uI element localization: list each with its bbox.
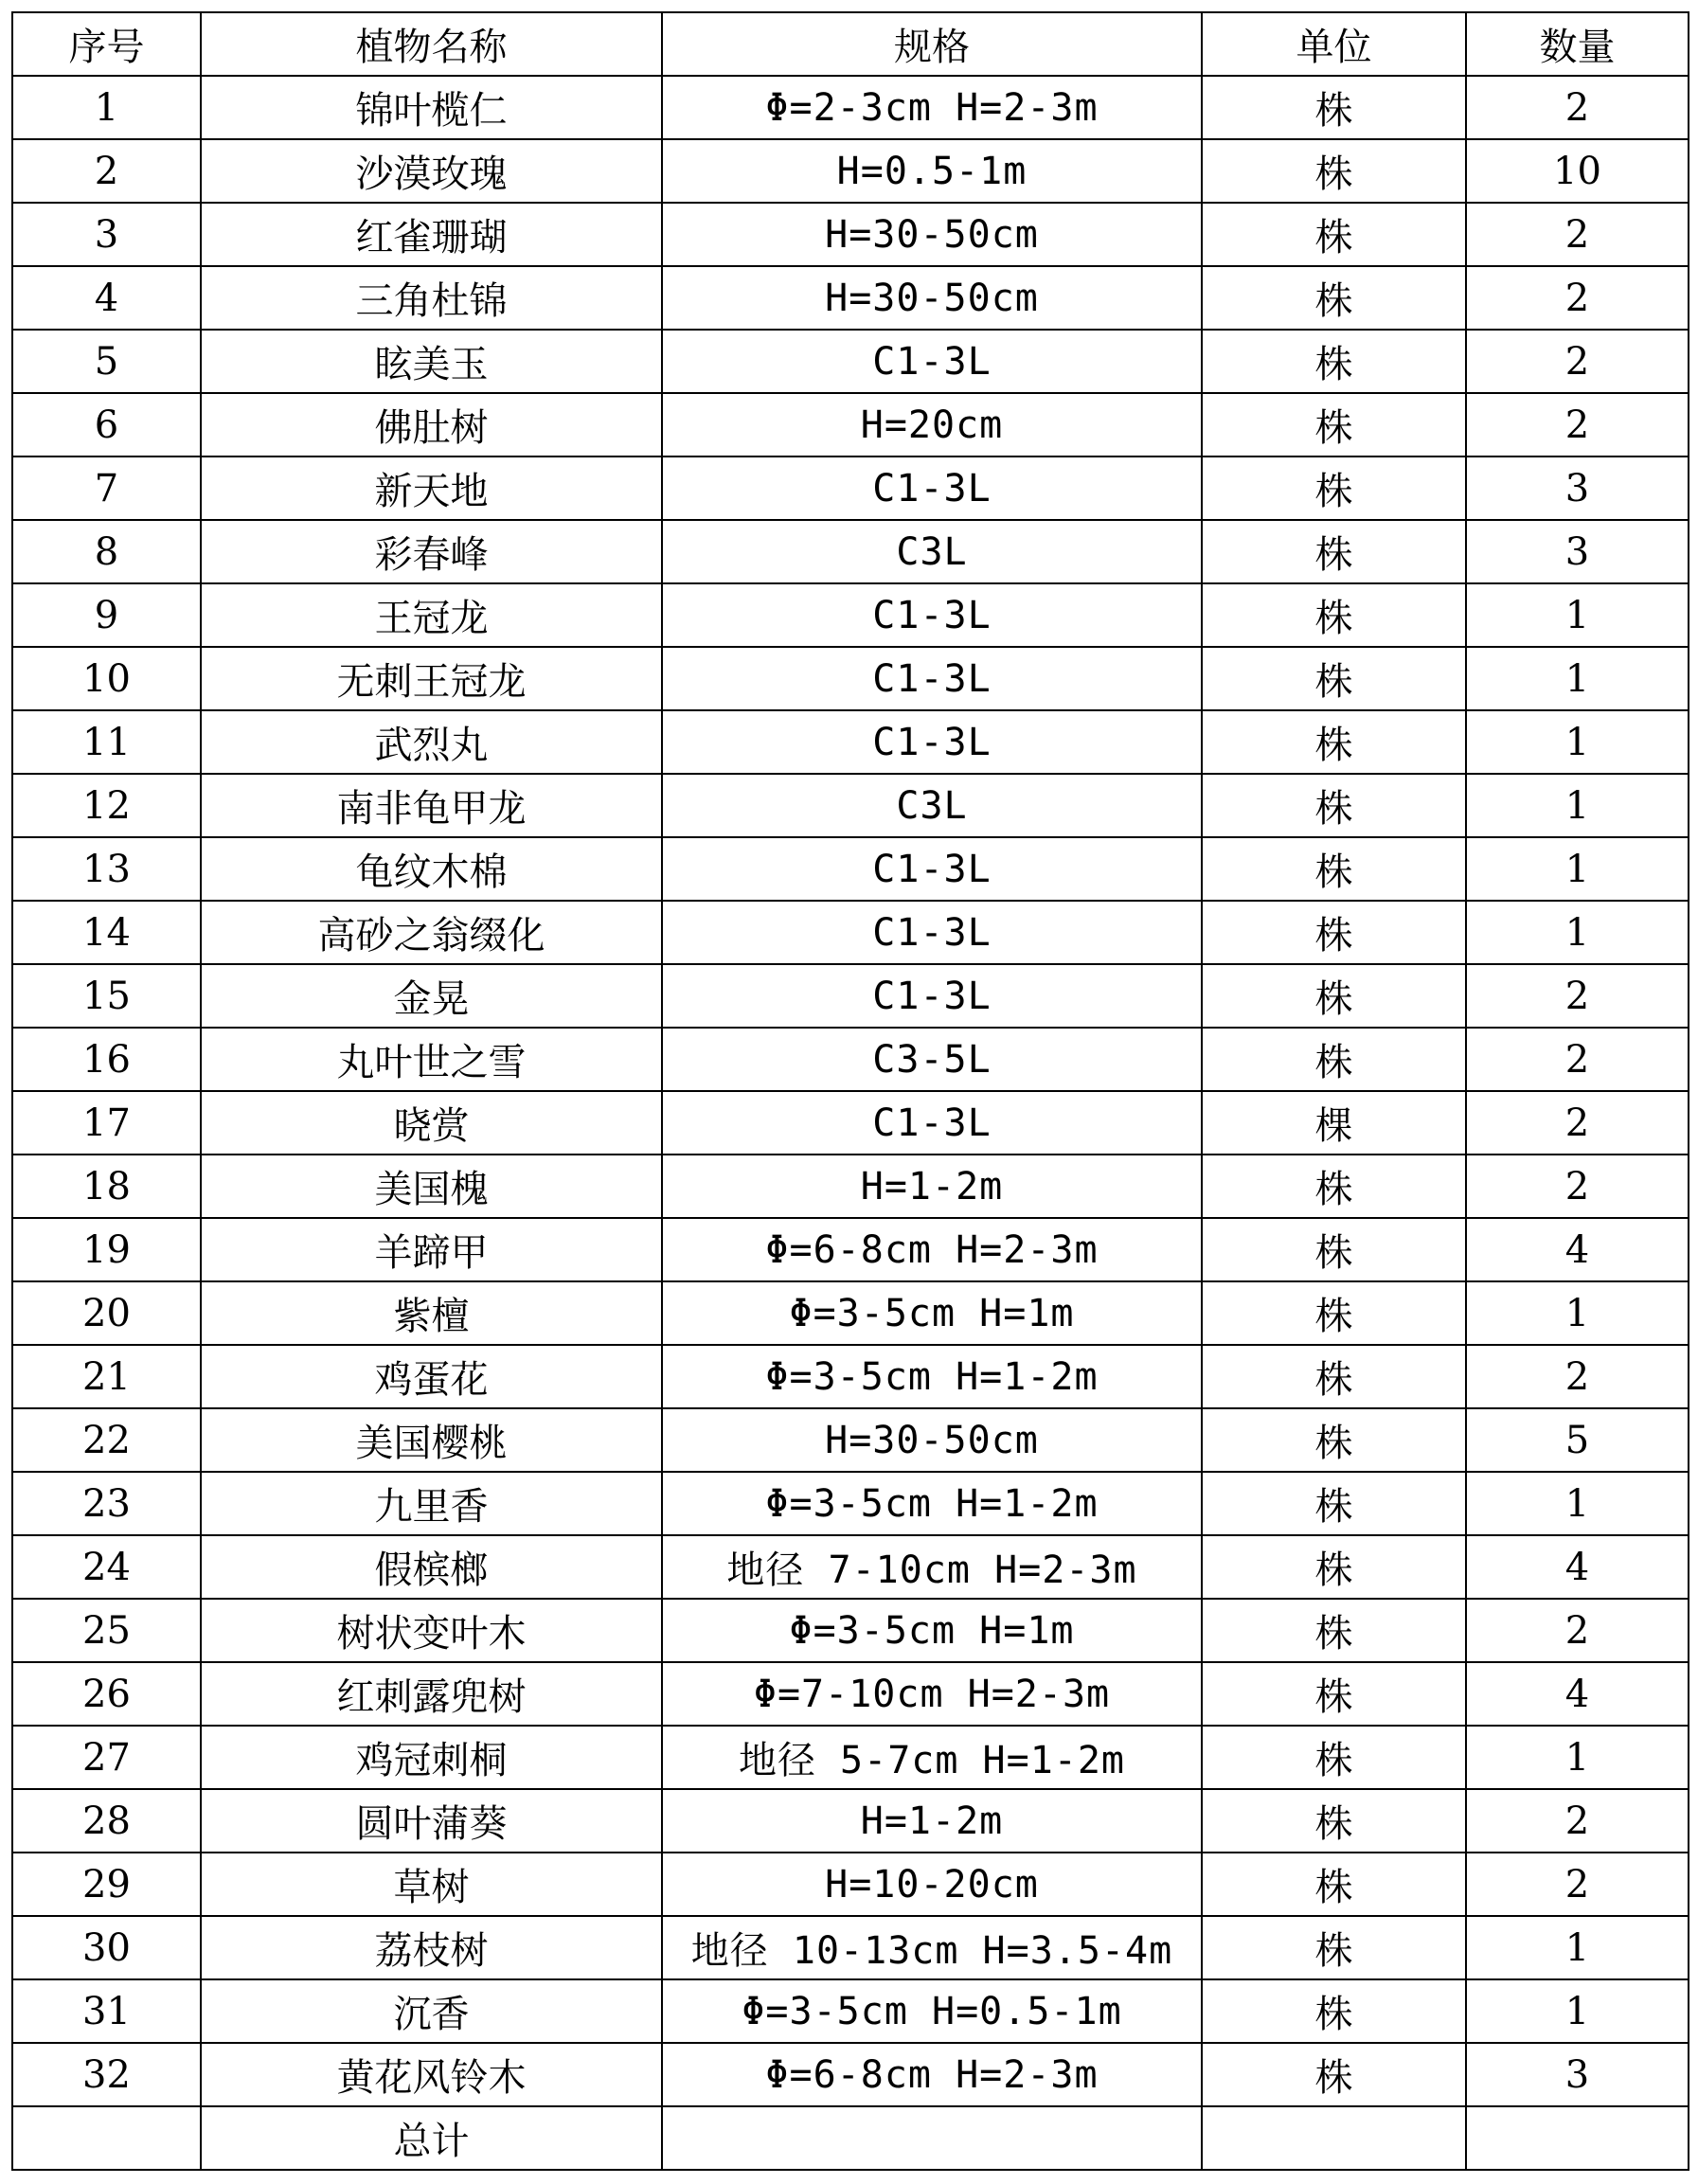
serial-number-cell: 25 — [12, 1599, 201, 1662]
table-row — [12, 1599, 1689, 1662]
table-row — [12, 1853, 1689, 1916]
specification-cell: C1-3L — [662, 330, 1202, 393]
plant-name-cell: 无刺王冠龙 — [201, 647, 662, 710]
quantity-cell: 1 — [1466, 774, 1689, 837]
total-unit-cell — [1202, 2106, 1466, 2170]
table-row — [12, 1726, 1689, 1789]
total-serial-cell — [12, 2106, 201, 2170]
plant-name-cell: 丸叶世之雪 — [201, 1028, 662, 1091]
unit-cell: 株 — [1202, 774, 1466, 837]
plant-name-cell: 红雀珊瑚 — [201, 203, 662, 266]
header-unit: 单位 — [1202, 12, 1466, 76]
serial-number-cell: 15 — [12, 964, 201, 1028]
table-row — [12, 1472, 1689, 1535]
table-row — [12, 266, 1689, 330]
specification-cell: C1-3L — [662, 837, 1202, 901]
unit-cell: 株 — [1202, 1028, 1466, 1091]
quantity-cell: 1 — [1466, 647, 1689, 710]
unit-cell: 株 — [1202, 1979, 1466, 2043]
total-spec-cell — [662, 2106, 1202, 2170]
quantity-cell: 5 — [1466, 1408, 1689, 1472]
unit-cell: 株 — [1202, 710, 1466, 774]
quantity-cell: 1 — [1466, 837, 1689, 901]
table-row — [12, 1155, 1689, 1218]
quantity-cell: 1 — [1466, 1726, 1689, 1789]
quantity-cell: 2 — [1466, 1028, 1689, 1091]
unit-cell: 株 — [1202, 647, 1466, 710]
total-row — [12, 2106, 1689, 2170]
table-row — [12, 710, 1689, 774]
specification-cell: H=1-2m — [662, 1155, 1202, 1218]
plant-name-cell: 美国樱桃 — [201, 1408, 662, 1472]
serial-number-cell: 4 — [12, 266, 201, 330]
quantity-cell: 1 — [1466, 1916, 1689, 1979]
specification-cell: 地径 10-13cm H=3.5-4m — [662, 1916, 1202, 1979]
specification-cell: H=0.5-1m — [662, 139, 1202, 203]
table-row — [12, 76, 1689, 139]
serial-number-cell: 22 — [12, 1408, 201, 1472]
specification-cell: H=1-2m — [662, 1789, 1202, 1853]
quantity-cell: 2 — [1466, 964, 1689, 1028]
quantity-cell: 10 — [1466, 139, 1689, 203]
quantity-cell: 1 — [1466, 583, 1689, 647]
unit-cell: 株 — [1202, 1916, 1466, 1979]
table-row — [12, 1028, 1689, 1091]
specification-cell: C1-3L — [662, 647, 1202, 710]
total-quantity-cell — [1466, 2106, 1689, 2170]
specification-cell: Φ=3-5cm H=1-2m — [662, 1345, 1202, 1408]
table-row — [12, 837, 1689, 901]
serial-number-cell: 21 — [12, 1345, 201, 1408]
quantity-cell: 2 — [1466, 330, 1689, 393]
plant-name-cell: 新天地 — [201, 456, 662, 520]
table-row — [12, 1535, 1689, 1599]
quantity-cell: 2 — [1466, 76, 1689, 139]
serial-number-cell: 17 — [12, 1091, 201, 1155]
serial-number-cell: 32 — [12, 2043, 201, 2106]
serial-number-cell: 29 — [12, 1853, 201, 1916]
table-row — [12, 1218, 1689, 1281]
quantity-cell: 1 — [1466, 1472, 1689, 1535]
table-row — [12, 583, 1689, 647]
table-row — [12, 1662, 1689, 1726]
unit-cell: 株 — [1202, 1218, 1466, 1281]
plant-name-cell: 彩春峰 — [201, 520, 662, 583]
plant-name-cell: 眩美玉 — [201, 330, 662, 393]
serial-number-cell: 12 — [12, 774, 201, 837]
specification-cell: Φ=6-8cm H=2-3m — [662, 2043, 1202, 2106]
plant-name-cell: 草树 — [201, 1853, 662, 1916]
unit-cell: 株 — [1202, 583, 1466, 647]
specification-cell: Φ=3-5cm H=1-2m — [662, 1472, 1202, 1535]
quantity-cell: 2 — [1466, 1345, 1689, 1408]
plant-name-cell: 鸡蛋花 — [201, 1345, 662, 1408]
plant-name-cell: 沉香 — [201, 1979, 662, 2043]
serial-number-cell: 13 — [12, 837, 201, 901]
quantity-cell: 2 — [1466, 1091, 1689, 1155]
specification-cell: H=20cm — [662, 393, 1202, 456]
table-row — [12, 647, 1689, 710]
unit-cell: 株 — [1202, 1345, 1466, 1408]
serial-number-cell: 16 — [12, 1028, 201, 1091]
serial-number-cell: 1 — [12, 76, 201, 139]
plant-name-cell: 美国槐 — [201, 1155, 662, 1218]
plant-list-document — [11, 11, 1688, 2171]
unit-cell: 株 — [1202, 1472, 1466, 1535]
specification-cell: 地径 7-10cm H=2-3m — [662, 1535, 1202, 1599]
plant-name-cell: 锦叶榄仁 — [201, 76, 662, 139]
specification-cell: C1-3L — [662, 901, 1202, 964]
plant-name-cell: 树状变叶木 — [201, 1599, 662, 1662]
plant-name-cell: 高砂之翁缀化 — [201, 901, 662, 964]
unit-cell: 株 — [1202, 1535, 1466, 1599]
specification-cell: H=30-50cm — [662, 1408, 1202, 1472]
specification-cell: Φ=2-3cm H=2-3m — [662, 76, 1202, 139]
plant-name-cell: 假槟榔 — [201, 1535, 662, 1599]
unit-cell: 棵 — [1202, 1091, 1466, 1155]
plant-name-cell: 红刺露兜树 — [201, 1662, 662, 1726]
serial-number-cell: 3 — [12, 203, 201, 266]
quantity-cell: 3 — [1466, 2043, 1689, 2106]
unit-cell: 株 — [1202, 330, 1466, 393]
table-row — [12, 1979, 1689, 2043]
table-row — [12, 901, 1689, 964]
quantity-cell: 1 — [1466, 1281, 1689, 1345]
quantity-cell: 1 — [1466, 901, 1689, 964]
table-row — [12, 1281, 1689, 1345]
plant-name-cell: 南非龟甲龙 — [201, 774, 662, 837]
plant-name-cell: 沙漠玫瑰 — [201, 139, 662, 203]
table-row — [12, 203, 1689, 266]
specification-cell: Φ=7-10cm H=2-3m — [662, 1662, 1202, 1726]
table-row — [12, 520, 1689, 583]
unit-cell: 株 — [1202, 1789, 1466, 1853]
serial-number-cell: 30 — [12, 1916, 201, 1979]
unit-cell: 株 — [1202, 901, 1466, 964]
specification-cell: Φ=3-5cm H=1m — [662, 1281, 1202, 1345]
table-row — [12, 1408, 1689, 1472]
serial-number-cell: 11 — [12, 710, 201, 774]
quantity-cell: 2 — [1466, 1853, 1689, 1916]
quantity-cell: 2 — [1466, 1599, 1689, 1662]
plant-name-cell: 羊蹄甲 — [201, 1218, 662, 1281]
specification-cell: Φ=3-5cm H=1m — [662, 1599, 1202, 1662]
specification-cell: Φ=3-5cm H=0.5-1m — [662, 1979, 1202, 2043]
table-header-row — [12, 12, 1689, 76]
quantity-cell: 1 — [1466, 710, 1689, 774]
total-label: 总计 — [201, 2106, 662, 2170]
plant-name-cell: 武烈丸 — [201, 710, 662, 774]
serial-number-cell: 20 — [12, 1281, 201, 1345]
header-serial-number: 序号 — [12, 12, 201, 76]
unit-cell: 株 — [1202, 76, 1466, 139]
plant-name-cell: 圆叶蒲葵 — [201, 1789, 662, 1853]
serial-number-cell: 7 — [12, 456, 201, 520]
quantity-cell: 4 — [1466, 1218, 1689, 1281]
quantity-cell: 2 — [1466, 1155, 1689, 1218]
serial-number-cell: 26 — [12, 1662, 201, 1726]
serial-number-cell: 31 — [12, 1979, 201, 2043]
table-row — [12, 456, 1689, 520]
serial-number-cell: 6 — [12, 393, 201, 456]
serial-number-cell: 23 — [12, 1472, 201, 1535]
quantity-cell: 2 — [1466, 393, 1689, 456]
plant-name-cell: 九里香 — [201, 1472, 662, 1535]
unit-cell: 株 — [1202, 964, 1466, 1028]
quantity-cell: 1 — [1466, 1979, 1689, 2043]
header-specification: 规格 — [662, 12, 1202, 76]
unit-cell: 株 — [1202, 1662, 1466, 1726]
serial-number-cell: 8 — [12, 520, 201, 583]
plant-name-cell: 龟纹木棉 — [201, 837, 662, 901]
unit-cell: 株 — [1202, 139, 1466, 203]
serial-number-cell: 24 — [12, 1535, 201, 1599]
unit-cell: 株 — [1202, 1155, 1466, 1218]
unit-cell: 株 — [1202, 1726, 1466, 1789]
unit-cell: 株 — [1202, 266, 1466, 330]
specification-cell: H=30-50cm — [662, 266, 1202, 330]
specification-cell: C1-3L — [662, 964, 1202, 1028]
specification-cell: C1-3L — [662, 456, 1202, 520]
serial-number-cell: 9 — [12, 583, 201, 647]
serial-number-cell: 5 — [12, 330, 201, 393]
quantity-cell: 3 — [1466, 520, 1689, 583]
specification-cell: Φ=6-8cm H=2-3m — [662, 1218, 1202, 1281]
specification-cell: C1-3L — [662, 710, 1202, 774]
quantity-cell: 2 — [1466, 266, 1689, 330]
serial-number-cell: 2 — [12, 139, 201, 203]
unit-cell: 株 — [1202, 203, 1466, 266]
table-row — [12, 139, 1689, 203]
quantity-cell: 2 — [1466, 1789, 1689, 1853]
unit-cell: 株 — [1202, 1599, 1466, 1662]
unit-cell: 株 — [1202, 1281, 1466, 1345]
plant-name-cell: 三角杜锦 — [201, 266, 662, 330]
plant-name-cell: 晓赏 — [201, 1091, 662, 1155]
specification-cell: C1-3L — [662, 1091, 1202, 1155]
unit-cell: 株 — [1202, 2043, 1466, 2106]
specification-cell: C3-5L — [662, 1028, 1202, 1091]
table-row — [12, 1916, 1689, 1979]
serial-number-cell: 18 — [12, 1155, 201, 1218]
plant-name-cell: 紫檀 — [201, 1281, 662, 1345]
plant-name-cell: 金晃 — [201, 964, 662, 1028]
plant-name-cell: 王冠龙 — [201, 583, 662, 647]
specification-cell: H=30-50cm — [662, 203, 1202, 266]
quantity-cell: 2 — [1466, 203, 1689, 266]
table-row — [12, 1091, 1689, 1155]
specification-cell: C3L — [662, 774, 1202, 837]
serial-number-cell: 14 — [12, 901, 201, 964]
plant-name-cell: 鸡冠刺桐 — [201, 1726, 662, 1789]
specification-cell: C3L — [662, 520, 1202, 583]
specification-cell: C1-3L — [662, 583, 1202, 647]
specification-cell: 地径 5-7cm H=1-2m — [662, 1726, 1202, 1789]
quantity-cell: 3 — [1466, 456, 1689, 520]
unit-cell: 株 — [1202, 393, 1466, 456]
unit-cell: 株 — [1202, 456, 1466, 520]
header-quantity: 数量 — [1466, 12, 1689, 76]
specification-cell: H=10-20cm — [662, 1853, 1202, 1916]
table-row — [12, 393, 1689, 456]
table-row — [12, 330, 1689, 393]
quantity-cell: 4 — [1466, 1662, 1689, 1726]
unit-cell: 株 — [1202, 520, 1466, 583]
serial-number-cell: 10 — [12, 647, 201, 710]
unit-cell: 株 — [1202, 1853, 1466, 1916]
table-row — [12, 1789, 1689, 1853]
table-row — [12, 1345, 1689, 1408]
serial-number-cell: 28 — [12, 1789, 201, 1853]
header-plant-name: 植物名称 — [201, 12, 662, 76]
table-row — [12, 2043, 1689, 2106]
unit-cell: 株 — [1202, 837, 1466, 901]
table-body — [12, 76, 1689, 2106]
serial-number-cell: 27 — [12, 1726, 201, 1789]
plant-table — [11, 11, 1689, 2171]
quantity-cell: 4 — [1466, 1535, 1689, 1599]
plant-name-cell: 佛肚树 — [201, 393, 662, 456]
table-row — [12, 774, 1689, 837]
table-row — [12, 964, 1689, 1028]
serial-number-cell: 19 — [12, 1218, 201, 1281]
plant-name-cell: 黄花风铃木 — [201, 2043, 662, 2106]
plant-name-cell: 荔枝树 — [201, 1916, 662, 1979]
unit-cell: 株 — [1202, 1408, 1466, 1472]
